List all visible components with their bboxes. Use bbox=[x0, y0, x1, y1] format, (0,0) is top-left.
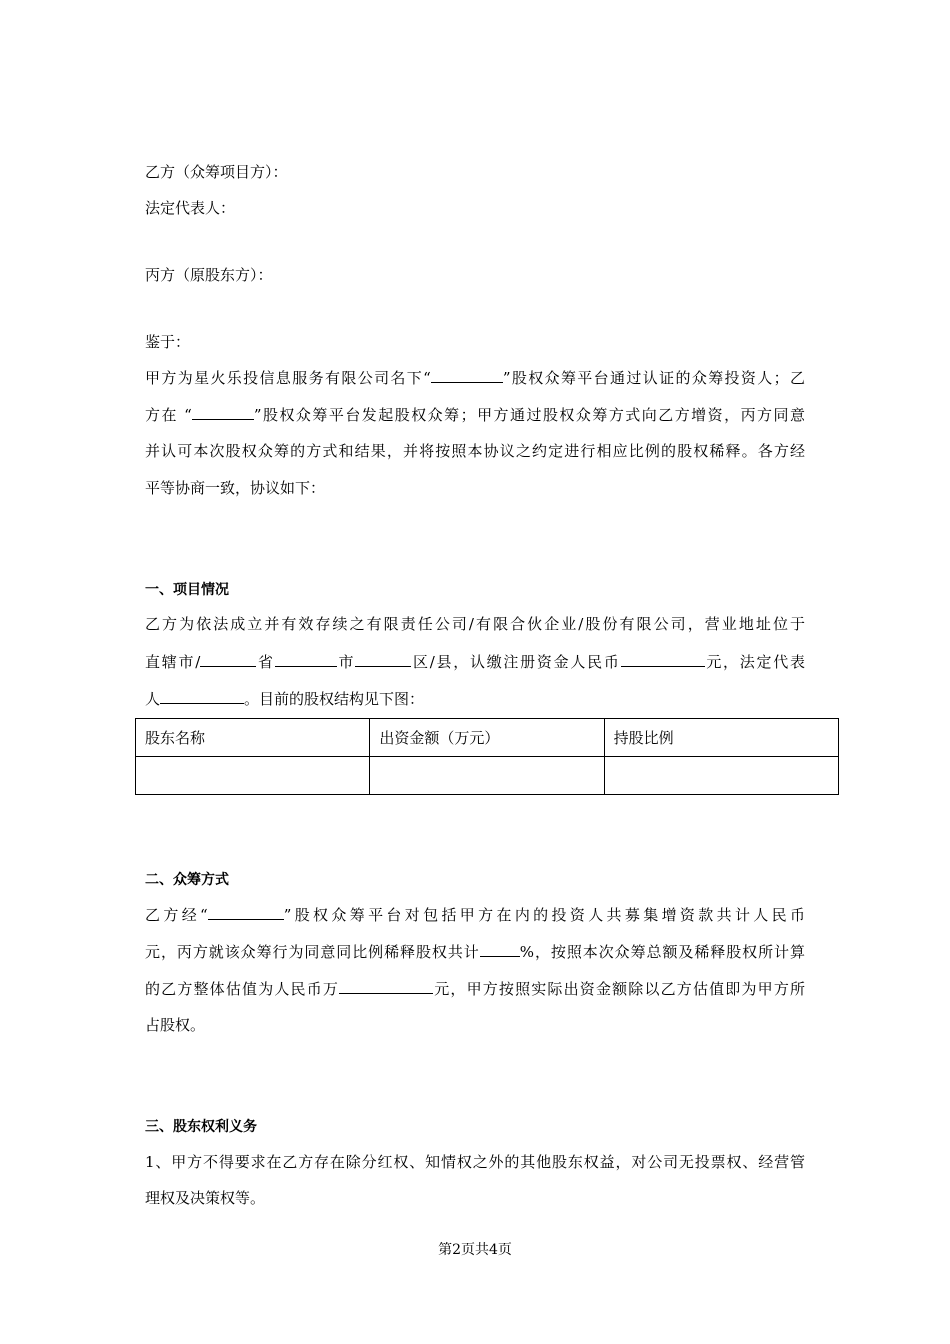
section-3-heading: 三、股东权利义务 bbox=[145, 1119, 257, 1135]
header-shareholder-name: 股东名称 bbox=[136, 719, 370, 757]
district-blank[interactable] bbox=[355, 651, 411, 667]
section-2-line-2 bbox=[145, 941, 805, 961]
legal-rep-text: 元，法定代表 bbox=[704, 653, 805, 671]
valuation-blank[interactable] bbox=[339, 978, 433, 994]
whereas-line-4: 平等协商一致，协议如下： bbox=[145, 479, 326, 497]
section-1-heading: 一、项目情况 bbox=[145, 582, 229, 598]
section-1-line-3 bbox=[145, 688, 805, 708]
city-text: 市 bbox=[336, 653, 356, 671]
section-1-line-2 bbox=[145, 651, 805, 671]
platform-name-blank-2[interactable] bbox=[192, 404, 254, 420]
cell-capital-amount[interactable] bbox=[370, 757, 604, 795]
legal-representative-blank[interactable] bbox=[160, 688, 244, 704]
party-c-label: 丙方（原股东方）： bbox=[145, 266, 273, 284]
whereas-line-2 bbox=[145, 404, 805, 424]
section-2-heading: 二、众筹方式 bbox=[145, 872, 229, 888]
person-text: 人 bbox=[145, 690, 161, 708]
section-2-line-2-pre: 元，丙方就该众筹行为同意同比例稀释股权共计 bbox=[145, 943, 480, 961]
party-b-label: 乙方（众筹项目方）： bbox=[145, 163, 288, 181]
province-blank[interactable] bbox=[200, 651, 256, 667]
section-2-line-3 bbox=[145, 978, 805, 998]
platform-name-blank[interactable] bbox=[431, 367, 503, 383]
section-2-line-3-post: 元，甲方按照实际出资金额除以乙方估值即为甲方所 bbox=[433, 980, 805, 998]
cell-shareholding-ratio[interactable] bbox=[604, 757, 838, 795]
whereas-line-1 bbox=[145, 367, 805, 387]
whereas-line-2-post: ”股权众筹平台发起股权众筹；甲方通过股权众筹方式向乙方增资，丙方同意 bbox=[253, 406, 805, 424]
section-2-line-1 bbox=[145, 904, 805, 924]
section-2-line-1-post: ”股权众筹平台对包括甲方在内的投资人共募集增资款共计人民币 bbox=[283, 906, 805, 924]
municipality-text: 直辖市/ bbox=[145, 653, 201, 671]
table-header-row bbox=[136, 719, 839, 757]
equity-structure-text: 。目前的股权结构见下图： bbox=[244, 690, 425, 708]
platform-name-blank-3[interactable] bbox=[208, 904, 284, 920]
whereas-line-2-pre: 方在 “ bbox=[145, 406, 192, 424]
section-2-line-4: 占股权。 bbox=[145, 1016, 206, 1034]
whereas-line-1-pre: 甲方为星火乐投信息服务有限公司名下“ bbox=[145, 369, 431, 387]
party-b-representative: 法定代表人： bbox=[145, 199, 236, 217]
district-text: 区/县，认缴注册资金人民币 bbox=[411, 653, 621, 671]
section-2-line-1-pre: 乙方经“ bbox=[145, 906, 208, 924]
cell-shareholder-name[interactable] bbox=[136, 757, 370, 795]
dilution-percent-blank[interactable] bbox=[480, 941, 520, 957]
section-1-line-1: 乙方为依法成立并有效存续之有限责任公司/有限合伙企业/股份有限公司，营业地址位于 bbox=[145, 615, 805, 633]
header-shareholding-ratio: 持股比例 bbox=[604, 719, 838, 757]
whereas-line-3: 并认可本次股权众筹的方式和结果，并将按照本协议之约定进行相应比例的股权稀释。各方经 bbox=[145, 442, 805, 460]
table-row bbox=[136, 757, 839, 795]
section-3-line-1: 1、甲方不得要求在乙方存在除分红权、知情权之外的其他股东权益，对公司无投票权、经营管 bbox=[145, 1153, 805, 1171]
whereas-line-1-post: ”股权众筹平台通过认证的众筹投资人；乙 bbox=[502, 369, 806, 387]
page-number: 第2页共4页 bbox=[438, 1242, 512, 1258]
city-blank[interactable] bbox=[275, 651, 337, 667]
whereas-heading: 鉴于： bbox=[145, 333, 191, 351]
shareholder-table bbox=[135, 718, 839, 795]
registered-capital-blank[interactable] bbox=[621, 651, 705, 667]
header-capital-amount: 出资金额（万元） bbox=[370, 719, 604, 757]
section-2-line-3-pre: 的乙方整体估值为人民币万 bbox=[145, 980, 340, 998]
province-text: 省 bbox=[256, 653, 275, 671]
section-2-line-2-post: %，按照本次众筹总额及稀释股权所计算 bbox=[519, 943, 805, 961]
section-3-line-2: 理权及决策权等。 bbox=[145, 1189, 266, 1207]
